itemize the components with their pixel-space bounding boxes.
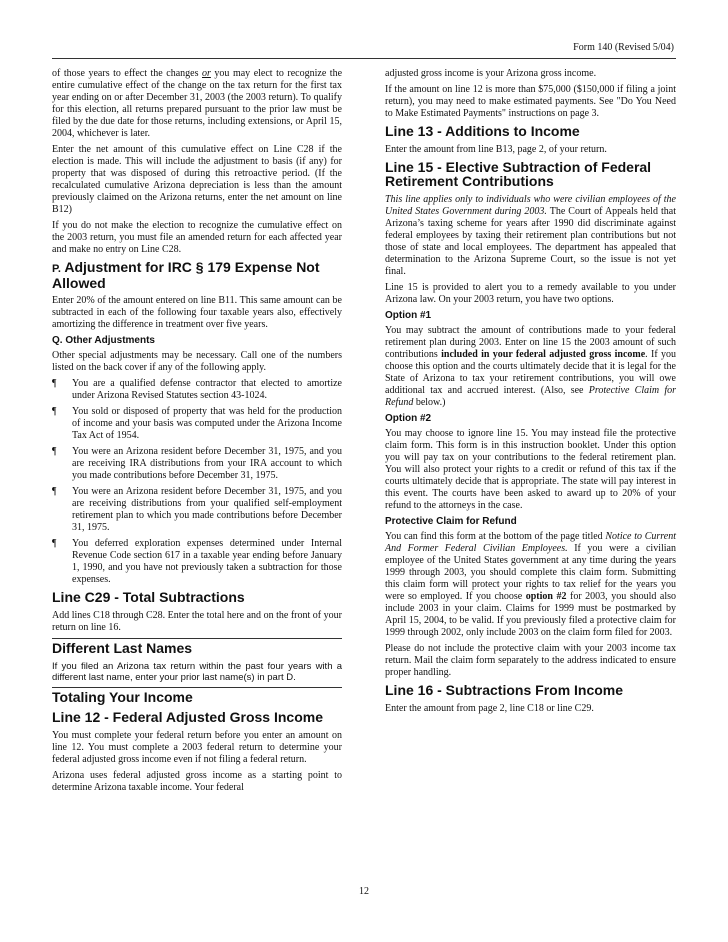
list-item: ¶ You were an Arizona resident before December 31, 1975, and you are receiving IRA distributions from your IRA account to which you made contributions before December 31, 1975.: [52, 446, 342, 482]
pilcrow-icon: ¶: [52, 406, 57, 418]
paragraph-option-2: You may choose to ignore line 15. You may instead file the protective claim form. This form is in this instruction booklet. Under this option you will pay tax on your contributions to the federal retirement plan. You will also protect your rights to a credit or refund of this tax if the courts ultimately decide that is appropriate. The state will pay interest in this event. The courts have been asked to award up to 20% of your refund to the attorneys in the case.: [385, 428, 676, 512]
paragraph-court-of-appeals: This line applies only to individuals who were civilian employees of the United States Government during 2003. The Court of Appeals held that Arizona’s taxing scheme for years after 1990 did discriminate against federal employees by taxing their retirement plan contributions but not those of state and local employees. The department has appealed that determination to the Arizona Supreme Court, so the issue is not yet final.: [385, 194, 676, 278]
paragraph-arizona-uses-fagi: Arizona uses federal adjusted gross income as a starting point to determine Arizona taxable income. Your federal: [52, 769, 342, 793]
paragraph-option-1: You may subtract the amount of contributions made to your federal retirement plan during 2003. Enter on line 15 the 2003 amount of such contributions included in your federal adjusted gross income. If you choose this option and the courts ultimately decide that it is legal for the State of Arizona to tax your retirement contributions, you will owe additional tax and accrued interest. (Also, see Protective Claim for Refund below.): [385, 325, 676, 409]
list-item: ¶ You were an Arizona resident before December 31, 1975, and you are receiving distributions from your qualified self-employment retirement plan to which you made contributions before December 31, 1975.: [52, 486, 342, 534]
paragraph-total-subtractions: Add lines C18 through C28. Enter the total here and on the front of your return on line 16.: [52, 609, 342, 633]
paragraph-amended-return: If you do not make the election to recognize the cumulative effect on the 2003 return, you must file an amended return for each affected year and make no entry on Line C28.: [52, 220, 342, 255]
heading-p-adjustment: P. Adjustment for IRC § 179 Expense Not Allowed: [52, 259, 320, 291]
emphasis-or: or: [202, 68, 211, 79]
paragraph-line-13: Enter the amount from line B13, page 2, of your return.: [385, 143, 607, 155]
paragraph-arizona-gross-income: adjusted gross income is your Arizona gross income.: [385, 68, 597, 79]
paragraph-last-names: If you filed an Arizona tax return within the past four years with a different last name, enter your prior last name(s) in part D.: [52, 660, 342, 683]
heading-line-c29: Line C29 - Total Subtractions: [52, 589, 245, 606]
heading-line-15: Line 15 - Elective Subtraction of Federal Retirement Contributions: [385, 158, 652, 190]
pilcrow-icon: ¶: [52, 486, 57, 498]
heading-option-1: Option #1: [385, 310, 432, 322]
heading-totaling-income: Totaling Your Income: [52, 687, 342, 705]
heading-option-2: Option #2: [385, 413, 432, 425]
pilcrow-icon: ¶: [52, 538, 57, 550]
right-column: [385, 68, 676, 719]
pilcrow-icon: ¶: [52, 378, 57, 390]
form-title: Form 140 (Revised 5/04): [573, 42, 674, 53]
left-column: [52, 68, 342, 798]
heading-line-12: Line 12 - Federal Adjusted Gross Income: [52, 709, 323, 726]
page-number: 12: [359, 886, 369, 897]
paragraph-protective-claim: You can find this form at the bottom of the page titled Notice to Current And Former Federal Civilian Employees. If you were a civilian employee of the United States government at any time during the years 1999 through 2003, you should complete this claim form. Submitting this claim form will protect your rights to tax relief for the years you were so employed. If you choose option #2 for 2003, you should also include 2003 in your claim. Claims for 1999 must be postmarked by April 15, 2004, to be valid. If you previously filed a protective claim for 1999 through 2002, only include 2003 on the claim form filed for 2003.: [385, 531, 676, 639]
heading-q-other-adjustments: Q. Other Adjustments: [52, 335, 155, 347]
paragraph-irc-179: Enter 20% of the amount entered on line B11. This same amount can be subtracted in each of the following four taxable years also, effectively amortizing the difference in treatment over five years.: [52, 295, 342, 331]
heading-line-13: Line 13 - Additions to Income: [385, 123, 580, 139]
paragraph-net-amount: Enter the net amount of this cumulative effect on Line C28 if the election is made. This will include the adjustment to basis (if any) for property that was disposed of during this retroactive period. (If the recalculated cumulative Arizona depreciation is less than the amount previously claimed on the Arizona returns, enter the net amount on line B12): [52, 144, 342, 215]
list-item: ¶ You deferred exploration expenses determined under Internal Revenue Code section 617 in a taxable year ending before January 1, 1990, and you have not previously taken a subtraction for those expenses.: [52, 538, 342, 586]
paragraph-estimated-payments: If the amount on line 12 is more than $75,000 ($150,000 if filing a joint return), you may need to make estimated payments. See "Do You Need to Make Estimated Payments" instructions on page 3.: [385, 84, 676, 119]
paragraph-special-adjustments: Other special adjustments may be necessary. Call one of the numbers listed on the back cover if any of the following apply.: [52, 350, 342, 374]
paragraph-two-options: Line 15 is provided to alert you to a remedy available to you under Arizona law. On your 2003 return, you have two options.: [385, 282, 676, 306]
heading-different-last-names: Different Last Names: [52, 638, 342, 656]
heading-line-16: Line 16 - Subtractions From Income: [385, 682, 624, 699]
list-item: ¶ You are a qualified defense contractor that elected to amortize under Arizona Revised Statutes section 43-1024.: [52, 378, 342, 402]
list-item: ¶ You sold or disposed of property that was held for the production of income and your basis was computed under the Arizona Income Tax Act of 1954.: [52, 406, 342, 442]
header-rule: [52, 58, 676, 59]
paragraph-cumulative-effect: of those years to effect the changes or you may elect to recognize the entire cumulative effect of the change on the tax return for the first tax year ending on or after December 31, 2003 (the 2003 return). To qualify for this election, all returns prepared pursuant to the prior law must be filed by the due date for those returns, including extensions, or April 15, 2004, whichever is later.: [52, 68, 343, 139]
heading-protective-claim: Protective Claim for Refund: [385, 516, 517, 528]
paragraph-complete-federal-return: You must complete your federal return before you enter an amount on line 12. You must complete a 2003 federal return to determine your federal adjusted gross income even if not filing a federal return.: [52, 729, 342, 765]
pilcrow-icon: ¶: [52, 446, 57, 458]
paragraph-mail-separately: Please do not include the protective claim with your 2003 income tax return. Mail the claim form separately to the address indicated to ensure proper handling.: [385, 643, 676, 679]
paragraph-line-16: Enter the amount from page 2, line C18 or line C29.: [385, 702, 594, 714]
